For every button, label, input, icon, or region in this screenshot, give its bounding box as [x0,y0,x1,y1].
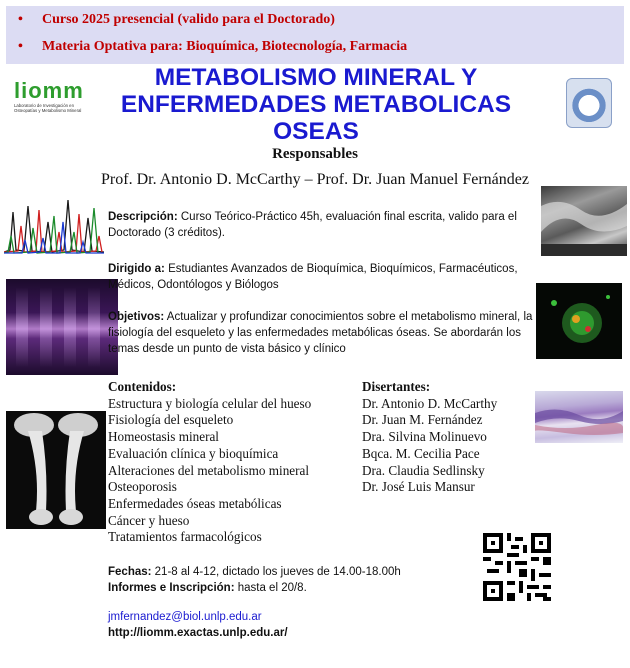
banner-item-text: Materia Optativa para: Bioquímica, Biotecnología, Farmacia [42,39,408,54]
contenidos-list [108,379,348,546]
list-item: Osteoporosis [108,479,177,495]
objetivos-paragraph [108,309,534,357]
list-item: Bqca. M. Cecilia Pace [362,445,480,461]
list-item: Homeostasis mineral [108,429,219,445]
list-item: Fisiología del esqueleto [108,412,234,428]
objetivos-label: Objetivos: [108,311,165,323]
contact-email-link[interactable]: jmfernandez@biol.unlp.edu.ar [108,611,262,623]
informes-label: Informes e Inscripción: [108,582,235,594]
list-item: Dra. Claudia Sedlinsky [362,462,485,478]
informes-text: hasta el 20/8. [234,582,307,594]
website-link[interactable]: http://liomm.exactas.unlp.edu.ar/ [108,627,288,639]
responsables-heading: Responsables [272,146,358,162]
dirigido-label: Dirigido a: [108,263,165,275]
banner-item: • Curso 2025 presencial (valido para el Doctorado) [18,12,335,27]
logo-subtitle: Laboratorio de Investigación en Osteopatías y Metabolismo Mineral [14,103,82,113]
disertantes-list [362,379,532,496]
descripcion-text: Curso Teórico-Práctico 45h, evaluación final escrita, valido para el Doctorado (3 créditos). [108,211,517,239]
leg-xray-image [6,411,106,529]
descripcion-paragraph [108,209,534,241]
list-item: Dra. Silvina Molinuevo [362,429,487,445]
contenidos-heading: Contenidos: [108,379,177,394]
list-item: Enfermedades óseas metabólicas [108,495,282,511]
electrophoresis-gel-image [6,279,118,375]
list-item: Dr. Antonio D. McCarthy [362,395,498,411]
dirigido-text: Estudiantes Avanzados de Bioquímica, Bioquímicos, Farmacéuticos, Médicos, Odontólogos y Biólogos [108,263,518,291]
university-seal-image [566,78,612,128]
list-item: Alteraciones del metabolismo mineral [108,462,310,478]
list-item: Dr. José Luis Mansur [362,479,475,495]
banner-item-text: Curso 2025 presencial (valido para el Doctorado) [42,12,335,27]
logo-name: liomm [14,78,84,103]
qr-code-image[interactable] [483,533,551,601]
list-item: Tratamientos farmacológicos [108,529,262,545]
bone-micrograph-image [541,186,627,256]
course-title [96,64,536,145]
fluorescence-microscopy-image [536,283,622,359]
title-line-3: OSEAS [273,118,359,145]
objetivos-text: Actualizar y profundizar conocimientos sobre el metabolismo mineral, la fisiología del esqueleto y las enfermedades metabólicas óseas. Se abordarán los temas desde un punto de vista básico y clínico [108,311,533,355]
list-item: Estructura y biología celular del hueso [108,395,312,411]
title-line-1: METABOLISMO MINERAL Y [154,64,478,91]
list-item: Cáncer y hueso [108,512,190,528]
responsables-names: Prof. Dr. Antonio D. McCarthy – Prof. Dr. Juan Manuel Fernández [101,171,529,188]
dirigido-paragraph [108,261,534,293]
list-item: Dr. Juan M. Fernández [362,412,483,428]
liomm-logo [14,80,94,122]
title-line-2: ENFERMEDADES METABOLICAS [120,91,512,118]
banner-item: • Materia Optativa para: Bioquímica, Biotecnología, Farmacia [18,39,408,54]
fechas-line [108,564,401,580]
descripcion-label: Descripción: [108,211,178,223]
dna-chromatogram-image [4,192,104,258]
disertantes-heading: Disertantes: [362,379,431,394]
informes-line [108,580,307,596]
top-banner [6,6,624,64]
list-item: Evaluación clínica y bioquímica [108,445,279,461]
fechas-text: 21-8 al 4-12, dictado los jueves de 14.00-18.00h [151,566,401,578]
histology-section-image [535,391,623,443]
fechas-label: Fechas: [108,566,152,578]
